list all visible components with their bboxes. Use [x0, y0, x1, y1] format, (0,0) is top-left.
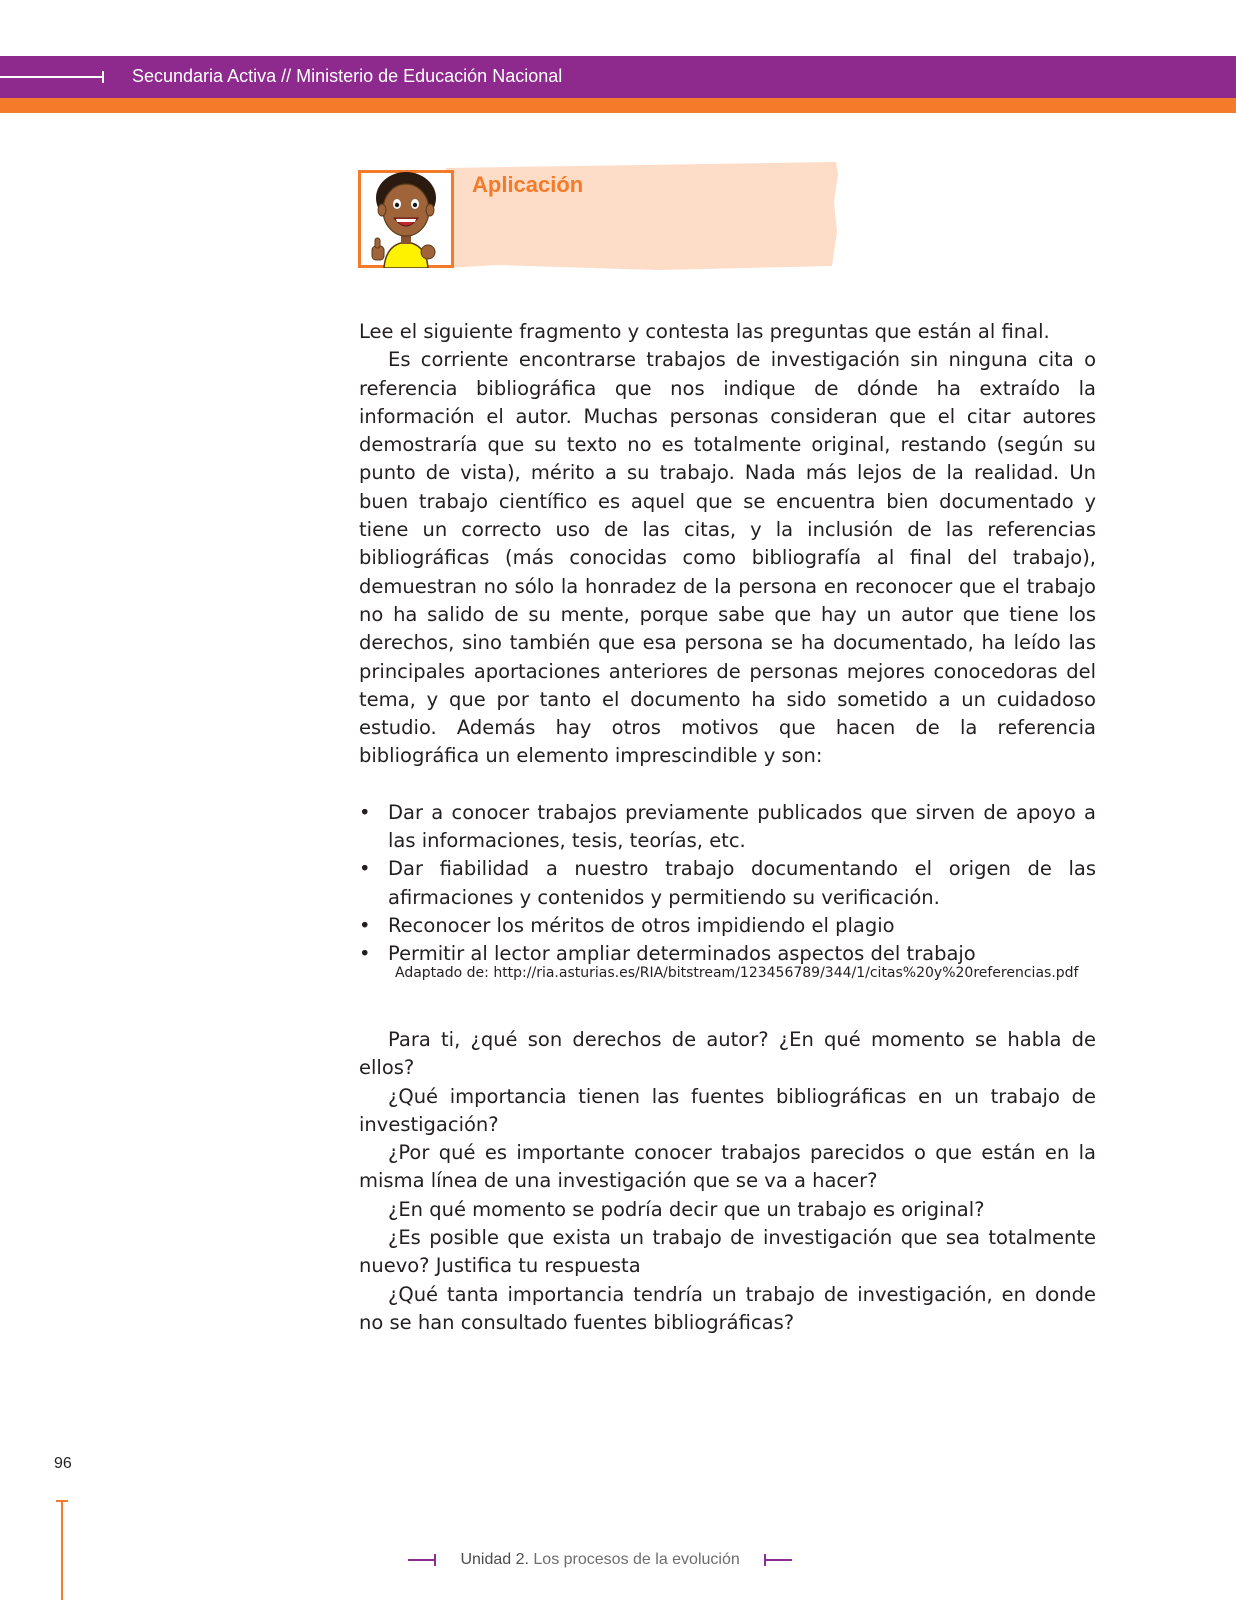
source-citation: Adaptado de: http://ria.asturias.es/RIA/bitstream/123456789/344/1/citas%20y%20referencias.pdf: [395, 965, 1079, 981]
instruction-text: Lee el siguiente fragmento y contesta las preguntas que están al final.: [359, 320, 1050, 343]
question-item: ¿Qué tanta importancia tendría un trabajo de investigación, en donde no se han consultado fuentes bibliográficas?: [359, 1282, 1096, 1334]
footer-rule-left: [408, 1559, 436, 1561]
section-title: Aplicación: [472, 172, 584, 197]
footer: [408, 1551, 792, 1575]
header-title: Secundaria Activa // Ministerio de Educación Nacional: [132, 66, 563, 86]
footer-topic: Los procesos de la evolución: [533, 1551, 740, 1568]
margin-rule: [61, 1500, 63, 1600]
question-item: ¿En qué momento se podría decir que un trabajo es original?: [388, 1197, 985, 1221]
header-rule-tick: [102, 71, 104, 83]
list-item: • Dar fiabilidad a nuestro trabajo documentando el origen de las afirmaciones y contenidos y permitiendo su verificación.: [359, 855, 1096, 912]
reading-fragment: [359, 318, 1096, 969]
footer-unit: Unidad 2.: [460, 1551, 529, 1568]
page-number: 96: [54, 1455, 72, 1472]
list-item: • Reconocer los méritos de otros impidiendo el plagio: [359, 912, 1096, 940]
question-item: ¿Por qué es importante conocer trabajos parecidos o que están en la misma línea de una investigación que se va a hacer?: [359, 1141, 1096, 1193]
header-rule: [0, 76, 104, 78]
fragment-paragraph: Es corriente encontrarse trabajos de investigación sin ninguna cita o referencia bibliográfica que nos indique de dónde ha extraído la información el autor. Muchas personas consideran que el citar autores demostraría que su texto no es totalmente original, restando (según su punto de vista), mérito a su trabajo. Nada más lejos de la realidad. Un buen trabajo científico es aquel que se encuentra bien documentado y tiene un correcto uso de las citas, y la inclusión de las referencias bibliográficas (más conocidas como bibliografía al final del trabajo), demuestran no sólo la honradez de la persona en reconocer que el trabajo no ha salido de su mente, porque sabe que hay un autor que tiene los derechos, sino también que esa persona se ha documentado, ha leído las principales aportaciones anteriores de personas mejores conocedoras del tema, y que por tanto el documento ha sido sometido a un cuidadoso estudio. Además hay otros motivos que hacen de la referencia bibliográfica un elemento imprescindible y son:: [359, 348, 1096, 768]
footer-rule-right: [764, 1559, 792, 1561]
list-item: • Permitir al lector ampliar determinados aspectos del trabajo: [359, 940, 1096, 968]
questions-list: [359, 1026, 1096, 1337]
question-item: ¿Es posible que exista un trabajo de investigación que sea totalmente nuevo? Justifica tu respuesta: [359, 1226, 1096, 1278]
list-item: • Dar a conocer trabajos previamente publicados que sirven de apoyo a las informaciones, tesis, teorías, etc.: [359, 799, 1096, 856]
header-accent-stripe: [0, 98, 1236, 113]
smiling-boy-thumbs-up-icon: [358, 170, 454, 268]
question-item: ¿Qué importancia tienen las fuentes bibliográficas en un trabajo de investigación?: [359, 1084, 1096, 1136]
mascot-frame: [358, 170, 454, 268]
section-banner: [358, 162, 840, 274]
question-item: Para ti, ¿qué son derechos de autor? ¿En qué momento se habla de ellos?: [359, 1028, 1096, 1080]
margin-rule-tick: [56, 1500, 68, 1502]
reasons-list: [359, 799, 1096, 969]
